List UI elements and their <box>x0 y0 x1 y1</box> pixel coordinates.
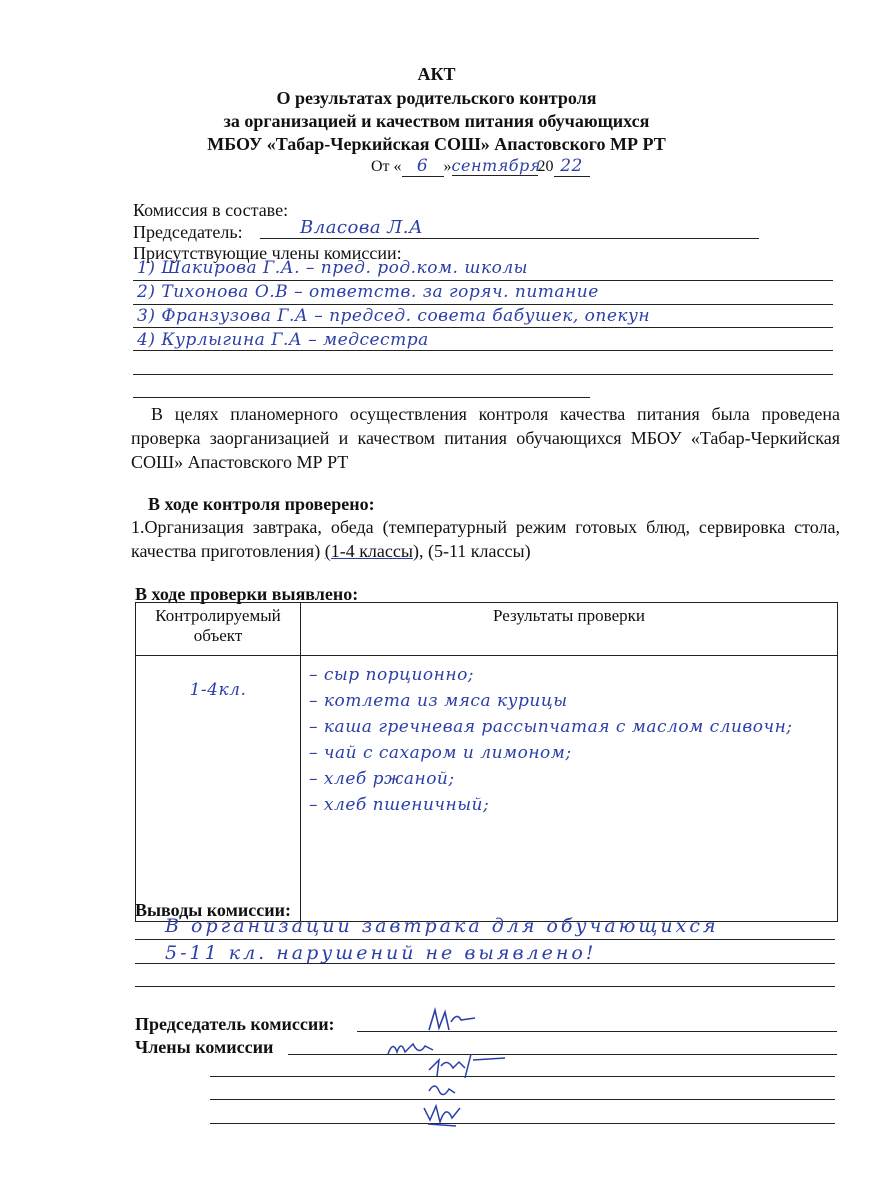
date-month: сентября <box>451 156 541 175</box>
row-object <box>136 656 301 922</box>
doc-subtitle-3: МБОУ «Табар-Черкийская СОШ» Апастовского МР РТ <box>207 134 666 154</box>
row-object-text: 1-4кл. <box>189 680 247 700</box>
checked-item <box>131 515 840 563</box>
checked-item-text: 1.Организация завтрака, обеда (температурный режим готовых блюд, сервировка стола, качества приготовления) <box>131 517 840 561</box>
date-year: 22 <box>554 156 590 177</box>
findings-table <box>135 602 838 922</box>
member-line-4: 4) Курлыгина Г.А – медсестра <box>137 330 429 350</box>
conclusion-line-2: 5-11 кл. нарушений не выявлено! <box>165 942 597 964</box>
signature-mark-1 <box>425 1006 485 1034</box>
conclusions-heading: Выводы комиссии: <box>135 900 291 920</box>
result-line-6: – хлеб пшеничный; <box>309 795 490 815</box>
date-prefix: От « <box>371 158 402 175</box>
checked-item-suffix: (5-11 классы) <box>427 541 531 561</box>
member-line-1: 1) Шакирова Г.А. – пред. род.ком. школы <box>137 258 529 278</box>
findings-heading: В ходе проверки выявлено: <box>135 584 359 604</box>
chair-label: Председатель: <box>133 222 243 242</box>
members-signature-label: Члены комиссии <box>135 1037 274 1057</box>
date-year-prefix: 20 <box>537 158 554 175</box>
date-mid: » <box>443 158 452 175</box>
col-header-object: Контролируемый объект <box>136 603 301 656</box>
chair-signature-label: Председатель комиссии: <box>135 1014 335 1034</box>
checked-item-underlined: (1-4 классы), <box>324 541 424 561</box>
table-header-row <box>136 603 838 656</box>
conclusion-line-1: В организации завтрака для обучающихся <box>165 915 719 937</box>
intro-paragraph: В целях планомерного осуществления контроля качества питания была проведена проверка заорганизацией и качеством питания обучающихся МБОУ «Табар-Черкийская СОШ» Апастовского МР РТ <box>131 404 840 472</box>
commission-label: Комиссия в составе: <box>133 200 289 220</box>
result-line-5: – хлеб ржаной; <box>309 769 455 789</box>
member-line-3: 3) Франзузова Г.А – председ. совета бабушек, опекун <box>137 306 651 326</box>
doc-subtitle-1: О результатах родительского контроля <box>276 88 597 108</box>
chair-signature <box>425 1006 485 1039</box>
doc-date <box>371 156 590 177</box>
result-line-1: – сыр порционно; <box>309 665 475 685</box>
row-results <box>301 656 838 922</box>
members-label: Присутствующие члены комиссии: <box>133 243 402 263</box>
signature-mark-5 <box>420 1098 470 1128</box>
chair-name: Власова Л.А <box>300 217 424 238</box>
checked-heading: В ходе контроля проверено: <box>148 494 375 514</box>
member-line-2: 2) Тихонова О.В – ответств. за горяч. питание <box>137 282 599 302</box>
signature-mark-3 <box>425 1050 515 1080</box>
date-day: 6 <box>402 156 444 177</box>
member-signature-4 <box>420 1098 470 1133</box>
doc-subtitle-2: за организацией и качеством питания обучающихся <box>223 111 650 131</box>
col-header-results: Результаты проверки <box>301 603 838 656</box>
result-line-3: – каша гречневая рассыпчатая с маслом сливочн; <box>309 717 793 737</box>
doc-title: АКТ <box>417 64 456 84</box>
result-line-2: – котлета из мяса курицы <box>309 691 568 711</box>
result-line-4: – чай с сахаром и лимоном; <box>309 743 572 763</box>
table-row <box>136 656 838 922</box>
